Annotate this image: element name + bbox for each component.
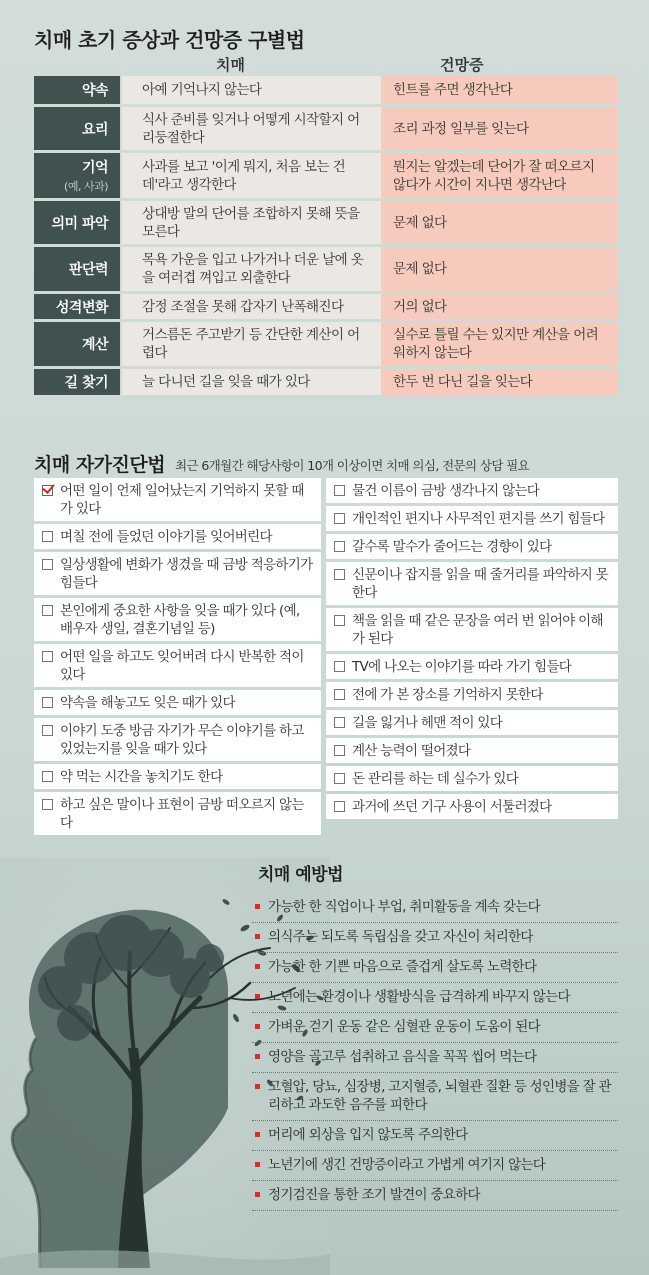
checklist-item[interactable]	[326, 766, 618, 791]
checklist-item-text: 어떤 일이 언제 일어났는지 기억하지 못할 때가 있다	[60, 483, 304, 517]
checklist-item-text: 하고 싶은 말이나 표현이 금방 떠오르지 않는다	[60, 797, 304, 831]
list-item	[252, 893, 618, 923]
column-header-dementia: 치매	[216, 56, 245, 74]
list-item-text: 고혈압, 당뇨, 심장병, 고지혈증, 뇌혈관 질환 등 성인병을 잘 관리하고 과도한 음주를 피한다	[268, 1079, 611, 1113]
checklist-item[interactable]	[326, 534, 618, 559]
list-item-text: 가능한 한 기쁜 마음으로 즐겁게 살도록 노력한다	[268, 959, 537, 975]
list-item	[252, 983, 618, 1013]
bullet-icon	[255, 1054, 260, 1059]
bullet-icon	[255, 994, 260, 999]
forgetfulness-cell: 한두 번 다닌 길을 잊는다	[381, 369, 618, 395]
dementia-cell: 목욕 가운을 입고 나가거나 더운 날에 옷을 여러겹 껴입고 외출한다	[122, 247, 381, 291]
list-item-text: 영양을 골고루 섭취하고 음식을 꼭꼭 씹어 먹는다	[268, 1049, 537, 1065]
checklist-item-text: 전에 가 본 장소를 기억하지 못한다	[352, 687, 543, 703]
checklist-item-text: 신문이나 잡지를 읽을 때 줄거리를 파악하지 못한다	[352, 567, 609, 601]
checklist-item[interactable]	[326, 794, 618, 819]
table-row	[34, 294, 618, 319]
checklist-item[interactable]	[326, 478, 618, 503]
list-item	[252, 923, 618, 953]
checklist-left	[34, 478, 321, 838]
checklist-right	[326, 478, 618, 822]
section1-title: 치매 초기 증상과 건망증 구별법	[34, 28, 305, 52]
row-label	[34, 369, 120, 395]
checkbox-icon[interactable]	[42, 559, 53, 570]
forgetfulness-cell: 거의 없다	[381, 294, 618, 319]
table-row	[34, 247, 618, 291]
row-label-text: 판단력	[68, 262, 108, 278]
checklist-item-text: 물건 이름이 금방 생각나지 않는다	[352, 483, 540, 499]
checklist-item[interactable]	[34, 644, 321, 687]
checklist-item-text: 본인에게 중요한 사항을 잊을 때가 있다 (예, 배우자 생일, 결혼기념일 등)	[60, 603, 300, 637]
checkbox-icon[interactable]	[334, 569, 345, 580]
forgetfulness-cell: 뭔지는 알겠는데 단어가 잘 떠오르지 않다가 시간이 지나면 생각난다	[381, 153, 618, 198]
list-item-text: 가능한 한 직업이나 부업, 취미활동을 계속 갖는다	[268, 899, 540, 915]
list-item	[252, 1043, 618, 1073]
section2-title: 치매 자가진단법	[34, 454, 166, 476]
checkbox-icon[interactable]	[42, 725, 53, 736]
checkbox-icon[interactable]	[42, 651, 53, 662]
forgetfulness-cell: 문제 없다	[381, 201, 618, 244]
checkbox-icon[interactable]	[334, 689, 345, 700]
checklist-item[interactable]	[326, 562, 618, 605]
row-label	[34, 153, 120, 198]
list-item	[252, 953, 618, 983]
checklist-item-text: 돈 관리를 하는 데 실수가 있다	[352, 771, 519, 787]
comparison-table	[34, 76, 618, 398]
row-label-text: 기억	[81, 160, 108, 176]
checklist-item-text: 길을 잃거나 헤맨 적이 있다	[352, 715, 503, 731]
forgetfulness-cell: 힌트를 주면 생각난다	[381, 76, 618, 104]
bullet-icon	[255, 1132, 260, 1137]
checkbox-icon[interactable]	[334, 485, 345, 496]
checklist-item-text: TV에 나오는 이야기를 따라 가기 힘들다	[352, 659, 572, 675]
list-item	[252, 1181, 618, 1211]
list-item	[252, 1013, 618, 1043]
table-row	[34, 107, 618, 150]
bullet-icon	[255, 934, 260, 939]
checkbox-icon[interactable]	[334, 801, 345, 812]
bullet-icon	[255, 904, 260, 909]
section3-title: 치매 예방법	[258, 865, 344, 885]
list-item-text: 가벼운 걷기 운동 같은 심혈관 운동이 도움이 된다	[268, 1019, 540, 1035]
list-item-text: 의식주는 되도록 독립심을 갖고 자신이 처리한다	[268, 929, 533, 945]
dementia-cell: 늘 다니던 길을 잊을 때가 있다	[122, 369, 381, 395]
bullet-icon	[255, 1162, 260, 1167]
list-item-text: 노년기에 생긴 건망증이라고 가볍게 여기지 않는다	[268, 1157, 546, 1173]
list-item-text: 노년에는 환경이나 생활방식을 급격하게 바꾸지 않는다	[268, 989, 570, 1005]
checklist-item[interactable]	[326, 738, 618, 763]
table-row	[34, 76, 618, 104]
checkbox-icon[interactable]	[334, 745, 345, 756]
list-item	[252, 1073, 618, 1121]
forgetfulness-cell: 실수로 틀릴 수는 있지만 계산을 어려워하지 않는다	[381, 322, 618, 366]
checklist-item[interactable]	[326, 654, 618, 679]
dementia-cell: 거스름돈 주고받기 등 간단한 계산이 어렵다	[122, 322, 381, 366]
checklist-item-text: 이야기 도중 방금 자기가 무슨 이야기를 하고 있었는지를 잊을 때가 있다	[60, 723, 304, 757]
checklist-item[interactable]	[34, 552, 321, 595]
checklist-item[interactable]	[34, 764, 321, 789]
row-label	[34, 294, 120, 319]
checklist-item-text: 계산 능력이 떨어졌다	[352, 743, 471, 759]
checklist-item[interactable]	[326, 506, 618, 531]
checklist-item-text: 갈수록 말수가 줄어드는 경향이 있다	[352, 539, 552, 555]
checklist-item-text: 약 먹는 시간을 놓치기도 한다	[60, 769, 223, 785]
checklist-item[interactable]	[34, 598, 321, 641]
forgetfulness-cell: 문제 없다	[381, 247, 618, 291]
bullet-icon	[255, 1024, 260, 1029]
list-item	[252, 1151, 618, 1181]
checkbox-icon[interactable]	[42, 771, 53, 782]
checklist-item[interactable]	[34, 478, 321, 521]
row-label	[34, 322, 120, 366]
checklist-item[interactable]	[34, 524, 321, 549]
row-label-text: 요리	[81, 121, 108, 138]
row-label-text: 계산	[81, 337, 108, 353]
checklist-item-text: 며칠 전에 들었던 이야기를 잊어버린다	[60, 529, 272, 545]
row-label	[34, 247, 120, 291]
checkbox-icon[interactable]	[334, 717, 345, 728]
checklist-item-text: 책을 읽을 때 같은 문장을 여러 번 읽어야 이해가 된다	[352, 613, 603, 647]
checklist-item[interactable]	[326, 682, 618, 707]
checklist-item[interactable]	[34, 690, 321, 715]
dementia-cell: 식사 준비를 잊거나 어떻게 시작할지 어리둥절한다	[122, 107, 381, 150]
section2-note: 최근 6개월간 해당사항이 10개 이상이면 치매 의심, 전문의 상담 필요	[175, 458, 530, 473]
dementia-cell: 사과를 보고 '이게 뭐지, 처음 보는 건데'라고 생각한다	[122, 153, 381, 198]
forgetfulness-cell: 조리 과정 일부를 잊는다	[381, 107, 618, 150]
row-label	[34, 201, 120, 244]
list-item-text: 정기검진을 통한 조기 발견이 중요하다	[268, 1187, 480, 1203]
bullet-icon	[255, 1192, 260, 1197]
checklist-item-text: 어떤 일을 하고도 잊어버려 다시 반복한 적이 있다	[60, 649, 304, 683]
table-row	[34, 153, 618, 198]
checkbox-icon[interactable]	[42, 531, 53, 542]
checklist-item[interactable]	[34, 718, 321, 761]
table-row	[34, 201, 618, 244]
table-row	[34, 369, 618, 395]
checklist-item-text: 개인적인 편지나 사무적인 편지를 쓰기 힘들다	[352, 511, 605, 527]
row-label-text: 의미 파악	[51, 215, 108, 232]
dementia-cell: 상대방 말의 단어를 조합하지 못해 뜻을 모른다	[122, 201, 381, 244]
dementia-cell: 감정 조절을 못해 갑자기 난폭해진다	[122, 294, 381, 319]
row-label	[34, 76, 120, 104]
column-header-forgetfulness: 건망증	[440, 56, 484, 74]
prevention-list	[252, 893, 618, 1211]
bullet-icon	[255, 964, 260, 969]
row-label-text: 약속	[81, 83, 108, 99]
dementia-cell: 아예 기억나지 않는다	[122, 76, 381, 104]
checklist-item-text: 과거에 쓰던 기구 사용이 서툴러졌다	[352, 799, 552, 815]
bullet-icon	[255, 1084, 260, 1089]
checkbox-icon[interactable]	[334, 541, 345, 552]
table-row	[34, 322, 618, 366]
checklist-item[interactable]	[326, 608, 618, 651]
row-label-text: 길 찾기	[64, 375, 108, 391]
checkbox-icon[interactable]	[42, 697, 53, 708]
checklist-item-text: 약속을 해놓고도 잊은 때가 있다	[60, 695, 235, 711]
checkbox-icon[interactable]	[42, 605, 53, 616]
checkbox-icon[interactable]	[334, 773, 345, 784]
list-item-text: 머리에 외상을 입지 않도록 주의한다	[268, 1127, 468, 1143]
list-item	[252, 1121, 618, 1151]
row-label	[34, 107, 120, 150]
checklist-item-text: 일상생활에 변화가 생겼을 때 금방 적응하기가 힘들다	[60, 557, 313, 591]
row-label-text: 성격변화	[55, 299, 108, 316]
checklist-item[interactable]	[34, 792, 321, 835]
checklist-item[interactable]	[326, 710, 618, 735]
row-label-subtext: (예, 사과)	[64, 180, 108, 193]
checkbox-icon[interactable]	[42, 485, 53, 496]
checkbox-icon[interactable]	[334, 513, 345, 524]
checkbox-icon[interactable]	[42, 799, 53, 810]
checkbox-icon[interactable]	[334, 615, 345, 626]
checkbox-icon[interactable]	[334, 661, 345, 672]
